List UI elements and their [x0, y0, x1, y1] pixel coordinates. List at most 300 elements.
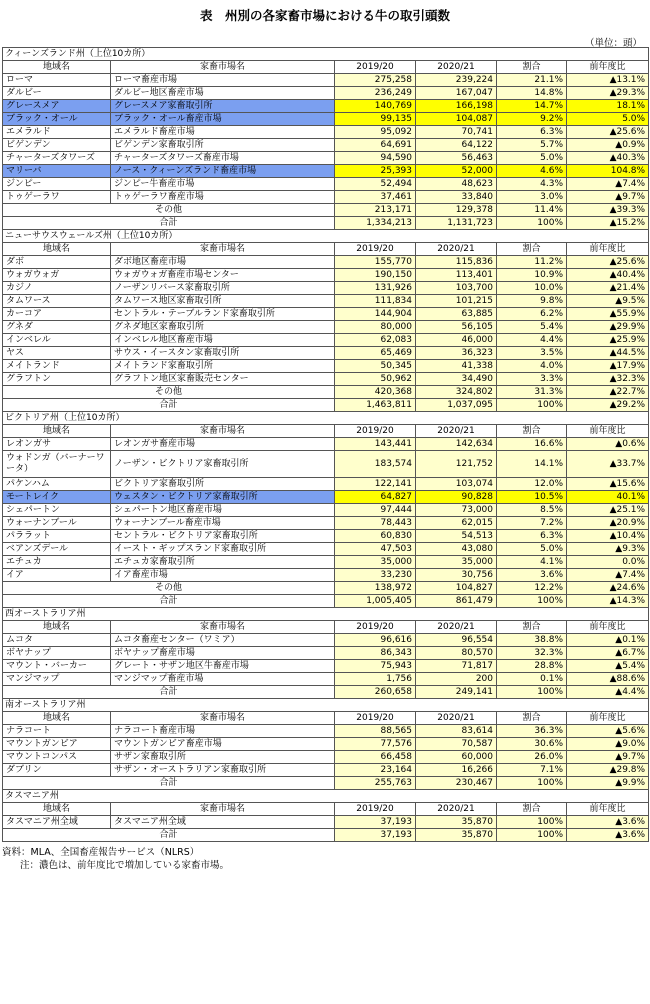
value-cell-share: 28.8%: [497, 660, 567, 673]
market-cell: ビゲンデン家畜取引所: [111, 139, 335, 152]
total-value-y2: 249,141: [416, 686, 497, 699]
value-cell-share: 3.6%: [497, 569, 567, 582]
value-cell-y2: 56,105: [416, 321, 497, 334]
value-cell-share: 4.4%: [497, 334, 567, 347]
value-cell-yoy: ▲25.6%: [567, 126, 649, 139]
value-cell-y2: 30,756: [416, 569, 497, 582]
value-cell-y2: 41,338: [416, 360, 497, 373]
value-cell-y1: 78,443: [335, 517, 416, 530]
region-cell: グネダ: [3, 321, 111, 334]
column-header-row: [3, 243, 649, 256]
value-cell-share: 10.9%: [497, 269, 567, 282]
total-row: [3, 217, 649, 230]
value-cell-yoy: ▲25.1%: [567, 504, 649, 517]
value-cell-yoy: ▲5.4%: [567, 660, 649, 673]
value-cell-share: 5.0%: [497, 152, 567, 165]
table-row: [3, 738, 649, 751]
value-cell-share: 12.0%: [497, 478, 567, 491]
other-value-y1: 213,171: [335, 204, 416, 217]
market-cell: レオンガサ畜産市場: [111, 438, 335, 451]
region-cell: マリーバ: [3, 165, 111, 178]
page-title: 表 州別の各家畜市場における牛の取引頭数: [199, 8, 450, 23]
value-cell-y2: 64,122: [416, 139, 497, 152]
total-value-share: 100%: [497, 829, 567, 842]
region-cell: インベレル: [3, 334, 111, 347]
column-header-region: 地域名: [3, 61, 111, 74]
footnotes: [2, 846, 229, 872]
table-row: [3, 543, 649, 556]
column-header-y1: 2019/20: [335, 712, 416, 725]
value-cell-yoy: ▲7.4%: [567, 569, 649, 582]
value-cell-y2: 103,074: [416, 478, 497, 491]
table-row: [3, 282, 649, 295]
table-row: [3, 100, 649, 113]
value-cell-y2: 73,000: [416, 504, 497, 517]
market-cell: グレースメア家畜取引所: [111, 100, 335, 113]
value-cell-share: 9.8%: [497, 295, 567, 308]
table-row: [3, 673, 649, 686]
section-title: クィーンズランド州（上位10カ所）: [3, 48, 649, 61]
value-cell-y2: 142,634: [416, 438, 497, 451]
market-cell: タスマニア州全域: [111, 816, 335, 829]
value-cell-y1: 33,230: [335, 569, 416, 582]
value-cell-y1: 236,249: [335, 87, 416, 100]
table-row: [3, 347, 649, 360]
total-value-y1: 1,463,811: [335, 399, 416, 412]
value-cell-share: 14.8%: [497, 87, 567, 100]
other-value-share: 11.4%: [497, 204, 567, 217]
total-value-share: 100%: [497, 777, 567, 790]
market-cell: インベレル地区畜産市場: [111, 334, 335, 347]
other-row: [3, 204, 649, 217]
value-cell-yoy: ▲33.7%: [567, 451, 649, 478]
value-cell-yoy: ▲40.3%: [567, 152, 649, 165]
column-header-y2: 2020/21: [416, 712, 497, 725]
section-header-row: [3, 412, 649, 425]
column-header-market: 家畜市場名: [111, 61, 335, 74]
value-cell-yoy: 5.0%: [567, 113, 649, 126]
market-cell: チャーターズタワーズ畜産市場: [111, 152, 335, 165]
total-value-share: 100%: [497, 217, 567, 230]
table-row: [3, 725, 649, 738]
column-header-region: 地域名: [3, 621, 111, 634]
value-cell-share: 21.1%: [497, 74, 567, 87]
section-header-row: [3, 608, 649, 621]
value-cell-yoy: ▲9.3%: [567, 543, 649, 556]
value-cell-y1: 140,769: [335, 100, 416, 113]
section-header-row: [3, 790, 649, 803]
value-cell-share: 3.3%: [497, 373, 567, 386]
value-cell-y1: 77,576: [335, 738, 416, 751]
value-cell-yoy: ▲5.6%: [567, 725, 649, 738]
table-row: [3, 334, 649, 347]
table-row: [3, 660, 649, 673]
value-cell-y1: 75,943: [335, 660, 416, 673]
region-cell: マウント・バーカー: [3, 660, 111, 673]
table-row: [3, 556, 649, 569]
column-header-y1: 2019/20: [335, 621, 416, 634]
market-cell: ジンピー牛畜産市場: [111, 178, 335, 191]
section-title: ビクトリア州（上位10カ所）: [3, 412, 649, 425]
value-cell-y2: 34,490: [416, 373, 497, 386]
region-cell: マンジマップ: [3, 673, 111, 686]
market-cell: エチュカ家畜取引所: [111, 556, 335, 569]
value-cell-yoy: 104.8%: [567, 165, 649, 178]
column-header-market: 家畜市場名: [111, 803, 335, 816]
value-cell-yoy: ▲29.8%: [567, 764, 649, 777]
value-cell-y1: 50,345: [335, 360, 416, 373]
table-row: [3, 152, 649, 165]
region-cell: ナラコート: [3, 725, 111, 738]
value-cell-y1: 35,000: [335, 556, 416, 569]
column-header-yoy: 前年度比: [567, 425, 649, 438]
region-cell: ムコタ: [3, 634, 111, 647]
value-cell-yoy: ▲21.4%: [567, 282, 649, 295]
value-cell-share: 0.1%: [497, 673, 567, 686]
value-cell-yoy: ▲17.9%: [567, 360, 649, 373]
value-cell-share: 38.8%: [497, 634, 567, 647]
other-value-yoy: ▲22.7%: [567, 386, 649, 399]
value-cell-y2: 167,047: [416, 87, 497, 100]
column-header-market: 家畜市場名: [111, 425, 335, 438]
value-cell-y2: 200: [416, 673, 497, 686]
region-cell: ヤス: [3, 347, 111, 360]
value-cell-yoy: ▲7.4%: [567, 178, 649, 191]
table-row: [3, 113, 649, 126]
value-cell-y1: 37,461: [335, 191, 416, 204]
market-cell: ボヤナップ畜産市場: [111, 647, 335, 660]
region-cell: ウォーナンブール: [3, 517, 111, 530]
region-cell: ダブリン: [3, 764, 111, 777]
value-cell-y2: 70,741: [416, 126, 497, 139]
value-cell-y2: 35,870: [416, 816, 497, 829]
value-cell-yoy: ▲25.9%: [567, 334, 649, 347]
total-value-yoy: ▲15.2%: [567, 217, 649, 230]
source-note: 資料：MLA、全国畜産報告サービス（NLRS）: [2, 847, 200, 858]
value-cell-share: 3.5%: [497, 347, 567, 360]
table-row: [3, 74, 649, 87]
unit-label: （単位：頭）: [584, 38, 642, 49]
total-label: 合計: [3, 217, 335, 230]
value-cell-y2: 35,000: [416, 556, 497, 569]
column-header-share: 割合: [497, 621, 567, 634]
market-cell: ノーザンリバース家畜取引所: [111, 282, 335, 295]
total-label: 合計: [3, 686, 335, 699]
other-value-yoy: ▲39.3%: [567, 204, 649, 217]
region-cell: グラフトン: [3, 373, 111, 386]
total-row: [3, 595, 649, 608]
section-title: ニューサウスウェールズ州（上位10カ所）: [3, 230, 649, 243]
value-cell-y2: 36,323: [416, 347, 497, 360]
table-row: [3, 126, 649, 139]
section-title: タスマニア州: [3, 790, 649, 803]
table-row: [3, 321, 649, 334]
value-cell-yoy: ▲40.4%: [567, 269, 649, 282]
value-cell-y1: 131,926: [335, 282, 416, 295]
region-cell: エチュカ: [3, 556, 111, 569]
value-cell-y2: 90,828: [416, 491, 497, 504]
column-header-y2: 2020/21: [416, 243, 497, 256]
value-cell-share: 100%: [497, 816, 567, 829]
total-value-yoy: ▲4.4%: [567, 686, 649, 699]
value-cell-y1: 155,770: [335, 256, 416, 269]
value-cell-y2: 239,224: [416, 74, 497, 87]
value-cell-yoy: 0.0%: [567, 556, 649, 569]
column-header-y1: 2019/20: [335, 803, 416, 816]
column-header-y2: 2020/21: [416, 61, 497, 74]
value-cell-share: 11.2%: [497, 256, 567, 269]
value-cell-y1: 47,503: [335, 543, 416, 556]
value-cell-y2: 80,570: [416, 647, 497, 660]
value-cell-y1: 23,164: [335, 764, 416, 777]
value-cell-share: 10.5%: [497, 491, 567, 504]
total-value-y1: 260,658: [335, 686, 416, 699]
value-cell-y1: 66,458: [335, 751, 416, 764]
value-cell-share: 14.1%: [497, 451, 567, 478]
value-cell-y2: 103,700: [416, 282, 497, 295]
value-cell-share: 4.6%: [497, 165, 567, 178]
table-row: [3, 764, 649, 777]
value-cell-share: 7.1%: [497, 764, 567, 777]
value-cell-yoy: ▲44.5%: [567, 347, 649, 360]
column-header-yoy: 前年度比: [567, 621, 649, 634]
region-cell: パララット: [3, 530, 111, 543]
value-cell-y1: 122,141: [335, 478, 416, 491]
column-header-y2: 2020/21: [416, 621, 497, 634]
total-row: [3, 399, 649, 412]
market-cell: ウォーナンブール畜産市場: [111, 517, 335, 530]
other-value-share: 12.2%: [497, 582, 567, 595]
table-row: [3, 478, 649, 491]
section-title: 西オーストラリア州: [3, 608, 649, 621]
value-cell-y1: 37,193: [335, 816, 416, 829]
value-cell-share: 16.6%: [497, 438, 567, 451]
region-cell: マウントガンビア: [3, 738, 111, 751]
value-cell-y1: 275,258: [335, 74, 416, 87]
value-cell-share: 6.2%: [497, 308, 567, 321]
region-cell: マウントコンパス: [3, 751, 111, 764]
value-cell-share: 30.6%: [497, 738, 567, 751]
market-cell: サザン家畜取引所: [111, 751, 335, 764]
region-cell: カーコア: [3, 308, 111, 321]
table-row: [3, 87, 649, 100]
region-cell: ブラック・オール: [3, 113, 111, 126]
value-cell-y2: 16,266: [416, 764, 497, 777]
value-cell-yoy: ▲9.5%: [567, 295, 649, 308]
value-cell-y2: 56,463: [416, 152, 497, 165]
value-cell-y2: 104,087: [416, 113, 497, 126]
region-cell: ボヤナップ: [3, 647, 111, 660]
value-cell-y2: 43,080: [416, 543, 497, 556]
table-row: [3, 165, 649, 178]
market-cell: サウス・イースタン家畜取引所: [111, 347, 335, 360]
value-cell-y1: 95,092: [335, 126, 416, 139]
market-cell: ローマ畜産市場: [111, 74, 335, 87]
value-cell-y1: 88,565: [335, 725, 416, 738]
value-cell-y1: 190,150: [335, 269, 416, 282]
market-cell: ウォガウォガ畜産市場センター: [111, 269, 335, 282]
value-cell-y1: 1,756: [335, 673, 416, 686]
value-cell-y2: 60,000: [416, 751, 497, 764]
table-row: [3, 269, 649, 282]
region-cell: トゥゲーラワ: [3, 191, 111, 204]
value-cell-yoy: ▲3.6%: [567, 816, 649, 829]
value-cell-y2: 62,015: [416, 517, 497, 530]
total-value-y2: 1,037,095: [416, 399, 497, 412]
value-cell-y2: 33,840: [416, 191, 497, 204]
market-cell: グネダ地区家畜取引所: [111, 321, 335, 334]
market-cell: ウェスタン・ビクトリア家畜取引所: [111, 491, 335, 504]
value-cell-y2: 52,000: [416, 165, 497, 178]
column-header-y2: 2020/21: [416, 803, 497, 816]
table-row: [3, 647, 649, 660]
total-row: [3, 686, 649, 699]
value-cell-y1: 64,691: [335, 139, 416, 152]
value-cell-y2: 71,817: [416, 660, 497, 673]
value-cell-y2: 113,401: [416, 269, 497, 282]
column-header-market: 家畜市場名: [111, 712, 335, 725]
value-cell-yoy: ▲0.6%: [567, 438, 649, 451]
column-header-yoy: 前年度比: [567, 61, 649, 74]
value-cell-yoy: 40.1%: [567, 491, 649, 504]
value-cell-y1: 99,135: [335, 113, 416, 126]
region-cell: レオンガサ: [3, 438, 111, 451]
value-cell-share: 4.0%: [497, 360, 567, 373]
table-row: [3, 634, 649, 647]
other-value-share: 31.3%: [497, 386, 567, 399]
region-cell: ビゲンデン: [3, 139, 111, 152]
value-cell-yoy: ▲55.9%: [567, 308, 649, 321]
other-row: [3, 582, 649, 595]
table-row: [3, 517, 649, 530]
value-cell-y1: 97,444: [335, 504, 416, 517]
value-cell-yoy: ▲13.1%: [567, 74, 649, 87]
total-value-yoy: ▲29.2%: [567, 399, 649, 412]
value-cell-y2: 48,623: [416, 178, 497, 191]
total-value-yoy: ▲3.6%: [567, 829, 649, 842]
value-cell-yoy: ▲29.9%: [567, 321, 649, 334]
value-cell-y1: 86,343: [335, 647, 416, 660]
total-value-y2: 1,131,723: [416, 217, 497, 230]
total-value-yoy: ▲9.9%: [567, 777, 649, 790]
market-cell: マンジマップ畜産市場: [111, 673, 335, 686]
value-cell-y1: 62,083: [335, 334, 416, 347]
market-cell: イースト・ギップスランド家畜取引所: [111, 543, 335, 556]
value-cell-y1: 65,469: [335, 347, 416, 360]
value-cell-yoy: ▲88.6%: [567, 673, 649, 686]
value-cell-yoy: ▲29.3%: [567, 87, 649, 100]
column-header-row: [3, 621, 649, 634]
highlight-note: 注：濃色は、前年度比で増加している家畜市場。: [20, 860, 230, 871]
other-value-y2: 104,827: [416, 582, 497, 595]
table-row: [3, 256, 649, 269]
column-header-y1: 2019/20: [335, 425, 416, 438]
market-cell: ダボ地区畜産市場: [111, 256, 335, 269]
column-header-y2: 2020/21: [416, 425, 497, 438]
other-row: [3, 386, 649, 399]
value-cell-yoy: ▲25.6%: [567, 256, 649, 269]
market-cell: タムワース地区家畜取引所: [111, 295, 335, 308]
market-cell: サザン・オーストラリアン家畜取引所: [111, 764, 335, 777]
region-cell: イア: [3, 569, 111, 582]
value-cell-y1: 52,494: [335, 178, 416, 191]
region-cell: タスマニア州全域: [3, 816, 111, 829]
value-cell-yoy: ▲32.3%: [567, 373, 649, 386]
value-cell-yoy: ▲20.9%: [567, 517, 649, 530]
market-cell: ブラック・オール畜産市場: [111, 113, 335, 126]
column-header-region: 地域名: [3, 803, 111, 816]
market-cell: シェパートン地区畜産市場: [111, 504, 335, 517]
other-value-y2: 129,378: [416, 204, 497, 217]
value-cell-share: 6.3%: [497, 126, 567, 139]
value-cell-share: 10.0%: [497, 282, 567, 295]
column-header-region: 地域名: [3, 243, 111, 256]
value-cell-share: 4.1%: [497, 556, 567, 569]
column-header-row: [3, 712, 649, 725]
value-cell-y1: 183,574: [335, 451, 416, 478]
total-value-y1: 37,193: [335, 829, 416, 842]
table-container: [2, 47, 648, 842]
total-value-y1: 255,763: [335, 777, 416, 790]
table-row: [3, 178, 649, 191]
table-row: [3, 360, 649, 373]
value-cell-y1: 50,962: [335, 373, 416, 386]
value-cell-yoy: ▲9.7%: [567, 751, 649, 764]
region-cell: ダボ: [3, 256, 111, 269]
market-cell: ノーザン・ビクトリア家畜取引所: [111, 451, 335, 478]
column-header-row: [3, 61, 649, 74]
table-row: [3, 139, 649, 152]
value-cell-y2: 101,215: [416, 295, 497, 308]
region-cell: エメラルド: [3, 126, 111, 139]
value-cell-y1: 64,827: [335, 491, 416, 504]
table-row: [3, 295, 649, 308]
market-cell: グレート・サザン地区牛畜産市場: [111, 660, 335, 673]
region-cell: ウォドンガ（バーナーワータ）: [3, 451, 111, 478]
total-value-share: 100%: [497, 399, 567, 412]
other-value-yoy: ▲24.6%: [567, 582, 649, 595]
section-header-row: [3, 230, 649, 243]
market-cell: ダルビー地区畜産市場: [111, 87, 335, 100]
value-cell-y1: 96,616: [335, 634, 416, 647]
other-value-y2: 324,802: [416, 386, 497, 399]
value-cell-y1: 144,904: [335, 308, 416, 321]
other-label: その他: [3, 582, 335, 595]
other-value-y1: 420,368: [335, 386, 416, 399]
value-cell-y2: 54,513: [416, 530, 497, 543]
market-cell: トゥゲーラワ畜産市場: [111, 191, 335, 204]
total-value-yoy: ▲14.3%: [567, 595, 649, 608]
value-cell-y2: 166,198: [416, 100, 497, 113]
value-cell-share: 5.4%: [497, 321, 567, 334]
column-header-y1: 2019/20: [335, 61, 416, 74]
value-cell-yoy: ▲9.0%: [567, 738, 649, 751]
column-header-share: 割合: [497, 425, 567, 438]
value-cell-yoy: ▲6.7%: [567, 647, 649, 660]
column-header-share: 割合: [497, 243, 567, 256]
other-value-y1: 138,972: [335, 582, 416, 595]
column-header-region: 地域名: [3, 712, 111, 725]
value-cell-y2: 63,885: [416, 308, 497, 321]
value-cell-share: 7.2%: [497, 517, 567, 530]
value-cell-share: 4.3%: [497, 178, 567, 191]
total-value-share: 100%: [497, 686, 567, 699]
value-cell-share: 5.0%: [497, 543, 567, 556]
value-cell-yoy: ▲10.4%: [567, 530, 649, 543]
value-cell-yoy: ▲9.7%: [567, 191, 649, 204]
total-value-y2: 861,479: [416, 595, 497, 608]
column-header-region: 地域名: [3, 425, 111, 438]
